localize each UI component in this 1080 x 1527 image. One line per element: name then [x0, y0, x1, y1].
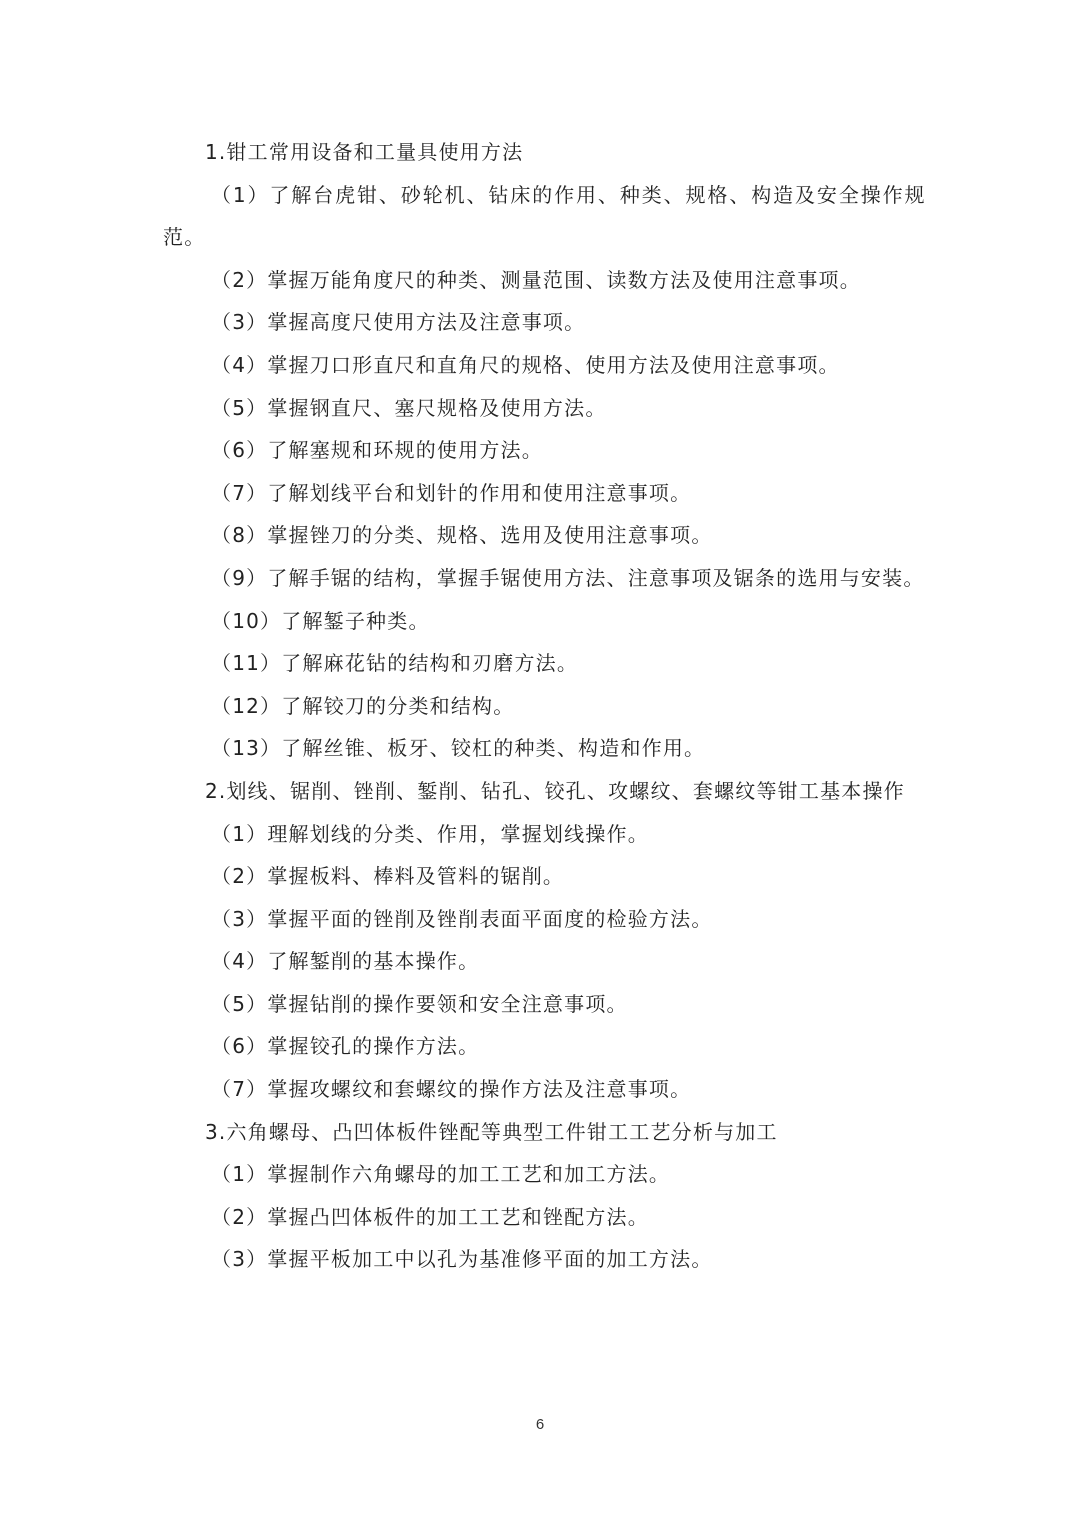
list-item: （2）掌握凸凹体板件的加工工艺和锉配方法。	[211, 1204, 649, 1229]
list-item: （2）掌握板料、棒料及管料的锯削。	[211, 864, 565, 889]
list-item: （5）掌握钻削的操作要领和安全注意事项。	[211, 991, 628, 1016]
list-item: （7）了解划线平台和划针的作用和使用注意事项。	[211, 480, 692, 505]
list-item: （10）了解錾子种类。	[211, 608, 430, 633]
list-item-continuation: 范。	[163, 225, 206, 250]
list-item: （6）掌握铰孔的操作方法。	[211, 1034, 480, 1059]
section-heading: 2.划线、锯削、锉削、錾削、钻孔、铰孔、攻螺纹、套螺纹等钳工基本操作	[205, 778, 905, 803]
list-item: （4）了解錾削的基本操作。	[211, 949, 480, 974]
list-item: （1）掌握制作六角螺母的加工工艺和加工方法。	[211, 1162, 671, 1187]
list-item: （2）掌握万能角度尺的种类、测量范围、读数方法及使用注意事项。	[211, 267, 861, 292]
list-item: （6）了解塞规和环规的使用方法。	[211, 438, 543, 463]
list-item: （11）了解麻花钻的结构和刃磨方法。	[211, 651, 579, 676]
list-item: （12）了解铰刀的分类和结构。	[211, 693, 515, 718]
list-item: （7）掌握攻螺纹和套螺纹的操作方法及注意事项。	[211, 1077, 692, 1102]
list-item: （4）掌握刀口形直尺和直角尺的规格、使用方法及使用注意事项。	[211, 352, 840, 377]
list-item: （1）理解划线的分类、作用，掌握划线操作。	[211, 821, 649, 846]
list-item: （3）掌握高度尺使用方法及注意事项。	[211, 310, 586, 335]
section-heading: 1.钳工常用设备和工量具使用方法	[205, 140, 524, 164]
list-item: （1）了解台虎钳、砂轮机、钻床的作用、种类、规格、构造及安全操作规	[211, 182, 927, 207]
list-item: （13）了解丝锥、板牙、铰杠的种类、构造和作用。	[211, 736, 706, 761]
list-item: （3）掌握平板加工中以孔为基准修平面的加工方法。	[211, 1247, 713, 1272]
section-heading: 3.六角螺母、凸凹体板件锉配等典型工件钳工工艺分析与加工	[205, 1119, 778, 1144]
list-item: （3）掌握平面的锉削及锉削表面平面度的检验方法。	[211, 906, 713, 931]
list-item: （8）掌握锉刀的分类、规格、选用及使用注意事项。	[211, 523, 713, 548]
page-number: 6	[535, 1416, 545, 1433]
list-item: （5）掌握钢直尺、塞尺规格及使用方法。	[211, 395, 607, 420]
list-item: （9）了解手锯的结构，掌握手锯使用方法、注意事项及锯条的选用与安装。	[211, 565, 925, 590]
page-body	[163, 131, 927, 1281]
